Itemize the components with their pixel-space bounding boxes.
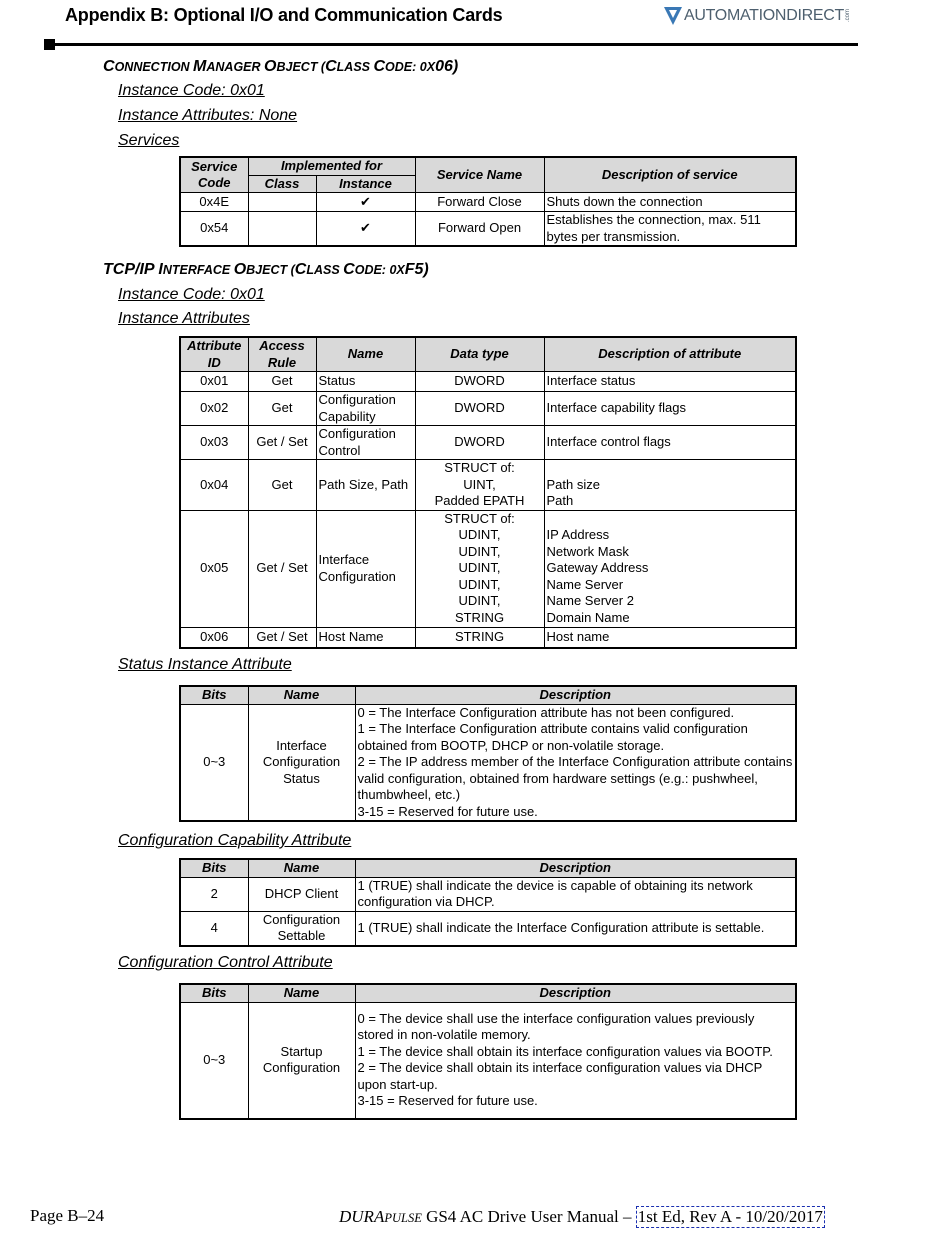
service-code: 0x54	[180, 212, 248, 247]
bit-name: Interface Configuration Status	[248, 704, 355, 821]
footer-brand: DURAPULSE	[339, 1207, 422, 1226]
table-header-row	[180, 984, 796, 1002]
data-type-line: UDINT,	[458, 543, 501, 559]
instance-check: ✔	[316, 212, 415, 247]
bit-description: 1 (TRUE) shall indicate the device is capable of obtaining its network configuration via DHCP.	[355, 877, 796, 911]
description-line: 1 = The device shall obtain its interface configuration values via BOOTP.	[357, 1043, 773, 1059]
table-row	[180, 627, 796, 648]
attributes-table	[179, 336, 797, 649]
attribute-description: Interface status	[544, 372, 796, 392]
attribute-description: Interface capability flags	[544, 392, 796, 426]
bits-value: 2	[180, 877, 248, 911]
footer-manual-name: GS4 AC Drive User Manual –	[421, 1207, 636, 1226]
data-type-line: STRUCT of:	[444, 460, 515, 475]
description-line: 2 = The device shall obtain its interface configuration values via DHCP upon start-up.	[357, 1060, 763, 1092]
bit-description	[355, 1002, 796, 1119]
col-header-attribute-id: Attribute ID	[180, 337, 248, 372]
access-rule: Get / Set	[248, 510, 316, 627]
services-table	[179, 156, 797, 247]
table-row	[180, 877, 796, 911]
data-type	[415, 510, 544, 627]
service-description: Establishes the connection, max. 511 bytes per transmission.	[544, 212, 796, 247]
service-name: Forward Close	[415, 193, 544, 212]
table-row	[180, 704, 796, 821]
table-header-row	[180, 686, 796, 704]
description-line: 3-15 = Reserved for future use.	[357, 1093, 538, 1109]
description-line: Path size	[546, 476, 600, 492]
page-number: Page B–24	[30, 1206, 105, 1225]
col-header-bits: Bits	[180, 859, 248, 877]
description-line: Path	[546, 493, 574, 508]
description-line	[547, 460, 794, 477]
col-header-description: Description	[355, 984, 796, 1002]
table-row	[180, 1002, 796, 1119]
logo-v-icon	[664, 7, 682, 25]
attribute-id: 0x05	[180, 510, 248, 627]
access-rule: Get	[248, 392, 316, 426]
table-row	[180, 426, 796, 460]
brand-logo	[664, 6, 851, 26]
bits-value: 0~3	[180, 1002, 248, 1119]
col-header-name: Name	[248, 686, 355, 704]
col-header-name: Name	[316, 337, 415, 372]
description-line: IP Address	[546, 527, 610, 543]
col-header-service-code: Service Code	[180, 157, 248, 193]
col-header-class: Class	[248, 175, 316, 193]
attribute-name: Configuration Capability	[316, 392, 415, 426]
attribute-id: 0x06	[180, 627, 248, 648]
data-type-line: STRING	[454, 609, 505, 625]
bit-description: 1 (TRUE) shall indicate the Interface Configuration attribute is settable.	[355, 911, 796, 946]
attribute-id: 0x02	[180, 392, 248, 426]
data-type-line: UDINT,	[458, 527, 501, 543]
data-type-line: UINT,	[463, 476, 496, 492]
col-header-description: Description of service	[544, 157, 796, 193]
table-header-row	[180, 337, 796, 372]
description-line: 0 = The device shall use the interface configuration values previously stored in non-volatile memory.	[357, 1010, 755, 1043]
instance-check: ✔	[316, 193, 415, 212]
services-label: Services	[118, 132, 180, 149]
table-row	[180, 392, 796, 426]
control-attribute-table	[179, 983, 797, 1120]
attribute-description: Host name	[544, 627, 796, 648]
attribute-description	[544, 460, 796, 511]
attribute-id: 0x04	[180, 460, 248, 511]
data-type-line: STRUCT of:	[444, 510, 515, 526]
service-description: Shuts down the connection	[544, 193, 796, 212]
bits-value: 0~3	[180, 704, 248, 821]
table-row	[180, 460, 796, 511]
attribute-id: 0x01	[180, 372, 248, 392]
data-type	[415, 460, 544, 511]
bit-name: Configuration Settable	[248, 911, 355, 946]
bit-name: Startup Configuration	[248, 1002, 355, 1119]
section-heading-tcpip-interface: TCP/IP INTERFACE OBJECT (CLASS CODE: 0XF5)	[103, 261, 429, 278]
attribute-name: Status	[316, 372, 415, 392]
description-line	[547, 511, 794, 528]
col-header-access-rule: Access Rule	[248, 337, 316, 372]
table-header-row	[180, 157, 796, 175]
col-header-description: Description of attribute	[544, 337, 796, 372]
bits-value: 4	[180, 911, 248, 946]
attribute-description	[544, 510, 796, 627]
col-header-service-name: Service Name	[415, 157, 544, 193]
table-row	[180, 212, 796, 247]
attribute-id: 0x03	[180, 426, 248, 460]
access-rule: Get	[248, 372, 316, 392]
col-header-bits: Bits	[180, 984, 248, 1002]
description-line: Domain Name	[546, 609, 630, 625]
service-code: 0x4E	[180, 193, 248, 212]
table-header-row	[180, 859, 796, 877]
data-type: DWORD	[415, 372, 544, 392]
table-row	[180, 510, 796, 627]
logo-suffix: .com	[844, 9, 851, 23]
table-row	[180, 372, 796, 392]
logo-text: AUTOMATIONDIRECT	[684, 7, 844, 24]
section-heading-connection-manager: CONNECTION MANAGER OBJECT (CLASS CODE: 0X06)	[103, 58, 459, 75]
attribute-name: Interface Configuration	[316, 510, 415, 627]
table-row	[180, 911, 796, 946]
table-row	[180, 193, 796, 212]
attribute-name: Host Name	[316, 627, 415, 648]
description-line: Network Mask	[546, 543, 629, 559]
edition-link[interactable]: 1st Ed, Rev A - 10/20/2017	[637, 1207, 823, 1226]
data-type: DWORD	[415, 426, 544, 460]
description-line: 1 = The Interface Configuration attribute contains valid configuration obtained from BOOTP, DHCP or non-volatile storage.	[357, 721, 748, 753]
data-type-line: Padded EPATH	[434, 493, 525, 508]
page-header-title: Appendix B: Optional I/O and Communication Cards	[65, 5, 503, 25]
data-type-line: UDINT,	[458, 560, 501, 576]
col-header-bits: Bits	[180, 686, 248, 704]
instance-attributes-label: Instance Attributes: None	[118, 107, 298, 124]
header-rule	[44, 43, 858, 46]
instance-code-label: Instance Code: 0x01	[118, 286, 265, 303]
control-attribute-heading: Configuration Control Attribute	[118, 954, 333, 971]
footer-manual-title	[339, 1206, 825, 1228]
data-type: DWORD	[415, 392, 544, 426]
class-check	[248, 193, 316, 212]
attribute-name: Path Size, Path	[316, 460, 415, 511]
header-rule-marker	[44, 39, 55, 50]
instance-code-label: Instance Code: 0x01	[118, 82, 265, 99]
bit-description	[355, 704, 796, 821]
col-header-name: Name	[248, 984, 355, 1002]
access-rule: Get / Set	[248, 426, 316, 460]
description-line: 0 = The Interface Configuration attribute has not been configured.	[357, 704, 735, 720]
description-line: Name Server 2	[546, 593, 634, 609]
service-name: Forward Open	[415, 212, 544, 247]
col-header-implemented-for: Implemented for	[248, 157, 415, 175]
status-attribute-heading: Status Instance Attribute	[118, 656, 292, 673]
data-type-line: UDINT,	[458, 576, 501, 592]
attribute-name: Configuration Control	[316, 426, 415, 460]
data-type-line: UDINT,	[458, 593, 501, 609]
access-rule: Get	[248, 460, 316, 511]
access-rule: Get / Set	[248, 627, 316, 648]
instance-attributes-label: Instance Attributes	[118, 310, 250, 327]
col-header-name: Name	[248, 859, 355, 877]
status-attribute-table	[179, 685, 797, 822]
col-header-description: Description	[355, 859, 796, 877]
description-line: 3-15 = Reserved for future use.	[357, 803, 538, 819]
description-line: 2 = The IP address member of the Interface Configuration attribute contains valid configuration, obtained from hardware settings (e.g.: pushwheel, thumbwheel, etc.)	[357, 754, 793, 802]
capability-attribute-heading: Configuration Capability Attribute	[118, 832, 352, 849]
attribute-description: Interface control flags	[544, 426, 796, 460]
bit-name: DHCP Client	[248, 877, 355, 911]
class-check	[248, 212, 316, 247]
col-header-data-type: Data type	[415, 337, 544, 372]
description-line: Gateway Address	[546, 560, 649, 576]
description-line: Name Server	[546, 576, 624, 592]
data-type: STRING	[415, 627, 544, 648]
col-header-instance: Instance	[316, 175, 415, 193]
capability-attribute-table	[179, 858, 797, 947]
col-header-description: Description	[355, 686, 796, 704]
